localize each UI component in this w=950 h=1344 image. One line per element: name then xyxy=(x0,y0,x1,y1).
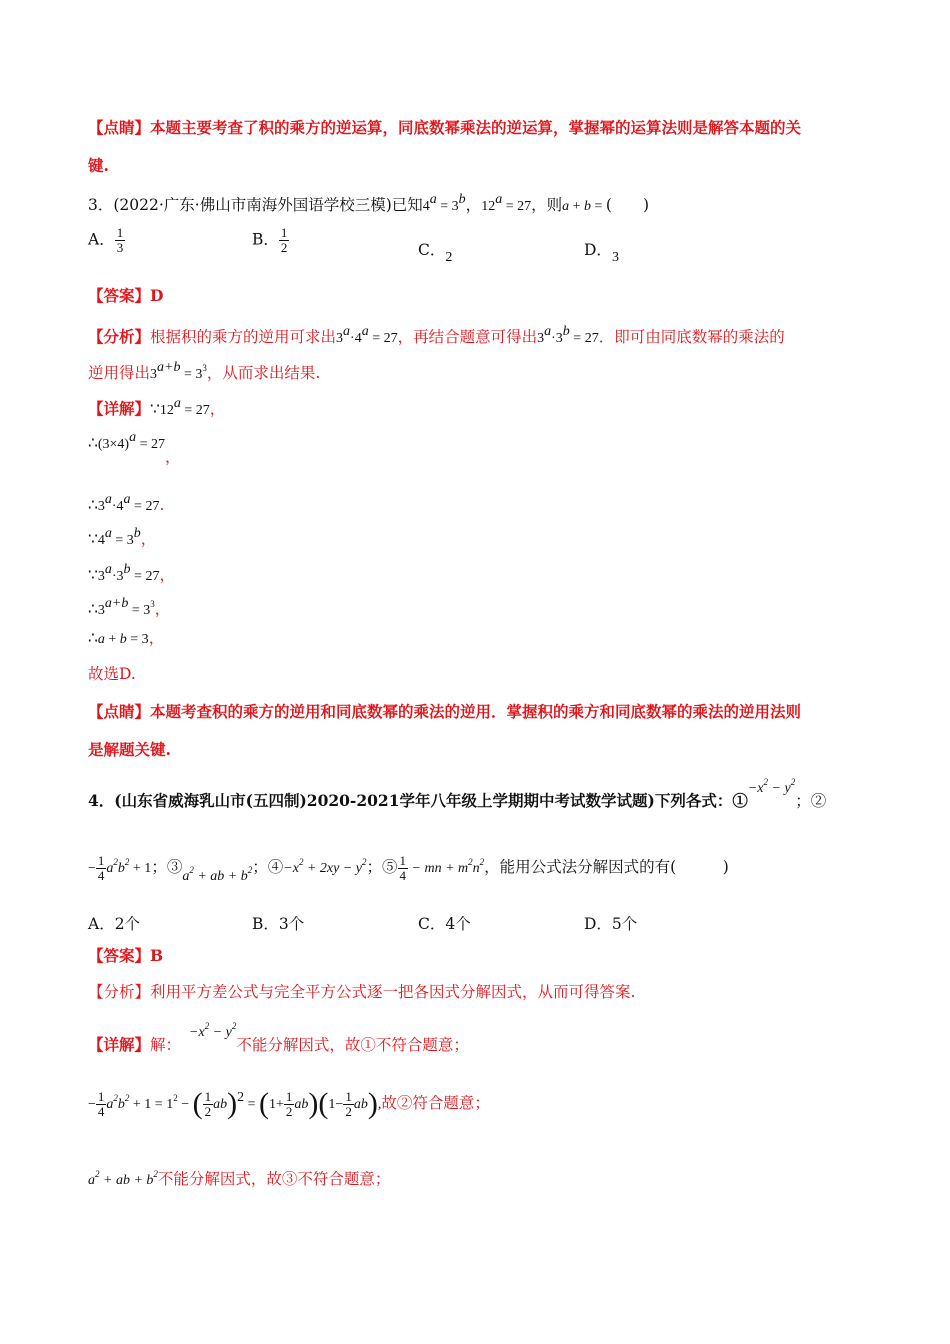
q3-detail-step3: $\therefore 3^a\cdot 4^a = 27$. xyxy=(88,492,165,514)
q3-note-line2: 是解题关键. xyxy=(88,740,171,759)
q4-detail-3: $a^2$ + ab + $b^2$不能分解因式，故③不符合题意； xyxy=(88,1169,391,1188)
q4-expressions: − $\frac{1}{4}$ $a^2b^2 + 1$；$③a^2$ + ab + $b^2$；$④-x^2 + 2xy - y^2$；⑤ $\frac{1}{4}$ − mn + $m^2n^2$，能用公式法分解因式的有( ) xyxy=(88,852,729,884)
q3-option-a[interactable]: A． $\frac{1}{3}$ xyxy=(88,225,124,255)
q3-option-c[interactable]: C．2 xyxy=(418,241,453,265)
q4-detail-2: − $\frac{1}{4}$ $a^2b^2 + 1 = 1^2$ − ( $\frac{1}{2}$ ab)$^2$ = (1+ $\frac{1}{2}$ ab)(1− $\frac{1}{2}$ ab),故②符合题意； xyxy=(88,1087,490,1120)
prev-note-line2: 键. xyxy=(88,156,109,175)
q3-detail-step4: $\because 4^a = 3^b$， xyxy=(88,526,157,548)
q3-detail-step1: 【详解】$\because 12^a = 27$， xyxy=(88,396,226,418)
q3-option-b[interactable]: B． $\frac{1}{2}$ xyxy=(252,225,288,255)
prev-note-line1: 【点睛】本题主要考查了积的乘方的逆运算，同底数幂乘法的逆运算，掌握幂的运算法则是解答本题的关 xyxy=(88,118,802,137)
q4-option-a[interactable]: A．2个 xyxy=(88,915,141,933)
q4-option-b[interactable]: B．3个 xyxy=(252,915,305,933)
q3-option-d[interactable]: D．3 xyxy=(584,241,619,265)
q4-answer: 【答案】B xyxy=(88,946,164,965)
q3-choose: 故选D. xyxy=(88,665,136,683)
q4-option-d[interactable]: D．5个 xyxy=(584,915,638,933)
q3-detail-step5: $\because 3^a\cdot 3^b = 27$， xyxy=(88,562,175,584)
q3-stem: 3．(2022·广东·佛山市南海外国语学校三模)已知$4^a = 3^b$，$12^a = 27$，则a + b = ( ) xyxy=(88,192,650,214)
q4-analysis: 【分析】利用平方差公式与完全平方公式逐一把各因式分解因式，从而可得答案. xyxy=(88,983,636,1001)
q3-analysis-line1: 【分析】根据积的乘方的逆用可求出$3^a\cdot 4^a = 27$，再结合题意可得出$3^a\cdot 3^b = 27$．即可由同底数幂的乘法的 xyxy=(88,324,785,346)
q3-detail-step7: ∴a + b = 3， xyxy=(88,629,165,647)
q3-detail-step2: $\therefore(3\times 4)^a = 27$， xyxy=(88,430,181,466)
q3-analysis-line2: 逆用得出$3^{a+b} = 3^3$，从而求出结果. xyxy=(88,360,321,382)
q4-detail-1: 【详解】解：$-x^2 - y^2$不能分解因式，故①不符合题意； xyxy=(88,1021,469,1054)
q4-option-c[interactable]: C．4个 xyxy=(418,915,471,933)
q3-answer: 【答案】D xyxy=(88,286,164,305)
q3-detail-step6: $\therefore 3^{a+b} = 3^3$， xyxy=(88,596,171,618)
q4-stem: 4．(山东省威海乳山市(五四制)2020-2021学年八年级上学期期中考试数学试题)下列各式：$①-x^2 - y^2$；② xyxy=(88,777,827,810)
q3-note-line1: 【点睛】本题考查积的乘方的逆用和同底数幂的乘法的逆用．掌握积的乘方和同底数幂的乘法的逆用法则 xyxy=(88,702,802,721)
